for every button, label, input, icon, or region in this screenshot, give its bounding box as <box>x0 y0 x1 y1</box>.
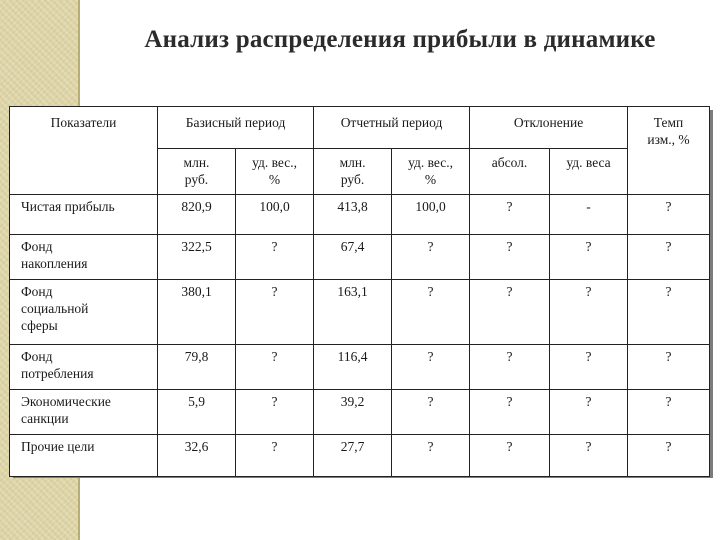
cell-rate: ? <box>628 235 710 280</box>
cell-deviation-abs: ? <box>470 345 550 390</box>
cell-rate: ? <box>628 280 710 345</box>
cell-base-mln: 79,8 <box>158 345 236 390</box>
cell-deviation-share: ? <box>550 280 628 345</box>
header-report-period: Отчетный период <box>314 107 470 149</box>
header-rate-line-2: изм., % <box>647 131 690 147</box>
cell-report-mln: 413,8 <box>314 195 392 235</box>
cell-deviation-share: ? <box>550 390 628 435</box>
cell-deviation-share: ? <box>550 235 628 280</box>
cell-report-mln: 163,1 <box>314 280 392 345</box>
cell-deviation-abs: ? <box>470 280 550 345</box>
cell-rate: ? <box>628 435 710 477</box>
cell-base-share: ? <box>236 280 314 345</box>
table-body <box>10 195 710 477</box>
cell-report-mln: 27,7 <box>314 435 392 477</box>
cell-indicator-name <box>10 435 158 477</box>
cell-rate: ? <box>628 390 710 435</box>
cell-indicator-name <box>10 280 158 345</box>
cell-deviation-share: ? <box>550 345 628 390</box>
header-rate-line-1: Темп <box>653 115 684 130</box>
cell-report-mln: 39,2 <box>314 390 392 435</box>
header-report-mln <box>314 149 392 195</box>
cell-indicator-name <box>10 235 158 280</box>
table-row <box>10 390 710 435</box>
cell-indicator-name <box>10 390 158 435</box>
header-rate-of-change <box>628 107 710 195</box>
cell-report-share: ? <box>392 390 470 435</box>
cell-base-mln: 32,6 <box>158 435 236 477</box>
header-indicators: Показатели <box>10 107 158 195</box>
cell-rate: ? <box>628 195 710 235</box>
indicator-name-line: санкции <box>21 410 69 426</box>
cell-deviation-abs: ? <box>470 235 550 280</box>
profit-distribution-table <box>9 106 710 477</box>
indicator-name-line: Фонд <box>21 349 53 364</box>
header-deviation-abs: абсол. <box>470 149 550 195</box>
indicator-name-line: Прочие цели <box>21 439 95 454</box>
slide-title: Анализ распределения прибыли в динамике <box>144 26 656 53</box>
cell-base-mln: 322,5 <box>158 235 236 280</box>
header-share-line-2: % <box>424 171 437 187</box>
cell-base-share: ? <box>236 390 314 435</box>
header-base-share <box>236 149 314 195</box>
header-share-line-1: уд. вес., <box>408 155 453 170</box>
cell-report-mln: 67,4 <box>314 235 392 280</box>
cell-deviation-share: ? <box>550 435 628 477</box>
cell-report-share: ? <box>392 435 470 477</box>
cell-indicator-name <box>10 345 158 390</box>
cell-base-mln: 380,1 <box>158 280 236 345</box>
cell-base-share: ? <box>236 435 314 477</box>
cell-base-share: 100,0 <box>236 195 314 235</box>
header-deviation: Отклонение <box>470 107 628 149</box>
header-row-top <box>10 107 710 149</box>
indicator-name-line: Чистая прибыль <box>21 199 115 214</box>
table-row <box>10 435 710 477</box>
cell-base-share: ? <box>236 345 314 390</box>
cell-report-share: ? <box>392 280 470 345</box>
indicator-name-line: сферы <box>21 317 58 333</box>
indicator-name-line: Фонд <box>21 284 53 299</box>
cell-deviation-abs: ? <box>470 195 550 235</box>
header-report-share <box>392 149 470 195</box>
header-share-line-1: уд. вес., <box>252 155 297 170</box>
header-mln-line-1: млн. <box>339 155 366 170</box>
header-deviation-share: уд. веса <box>550 149 628 195</box>
cell-base-mln: 820,9 <box>158 195 236 235</box>
cell-report-share: ? <box>392 345 470 390</box>
table-row <box>10 195 710 235</box>
table-row <box>10 280 710 345</box>
indicator-name-line: накопления <box>21 255 88 271</box>
cell-report-share: 100,0 <box>392 195 470 235</box>
cell-deviation-abs: ? <box>470 435 550 477</box>
indicator-name-line: Фонд <box>21 239 53 254</box>
cell-rate: ? <box>628 345 710 390</box>
cell-indicator-name <box>10 195 158 235</box>
header-mln-line-2: руб. <box>184 171 209 187</box>
cell-report-mln: 116,4 <box>314 345 392 390</box>
header-base-period: Базисный период <box>158 107 314 149</box>
header-share-line-2: % <box>268 171 281 187</box>
table-row <box>10 235 710 280</box>
cell-report-share: ? <box>392 235 470 280</box>
indicator-name-line: потребления <box>21 365 94 381</box>
cell-base-mln: 5,9 <box>158 390 236 435</box>
cell-deviation-abs: ? <box>470 390 550 435</box>
indicator-name-line: социальной <box>21 300 89 316</box>
header-mln-line-2: руб. <box>340 171 365 187</box>
table-row <box>10 345 710 390</box>
cell-base-share: ? <box>236 235 314 280</box>
header-base-mln <box>158 149 236 195</box>
indicator-name-line: Экономические <box>21 394 111 409</box>
header-mln-line-1: млн. <box>183 155 210 170</box>
cell-deviation-share: - <box>550 195 628 235</box>
